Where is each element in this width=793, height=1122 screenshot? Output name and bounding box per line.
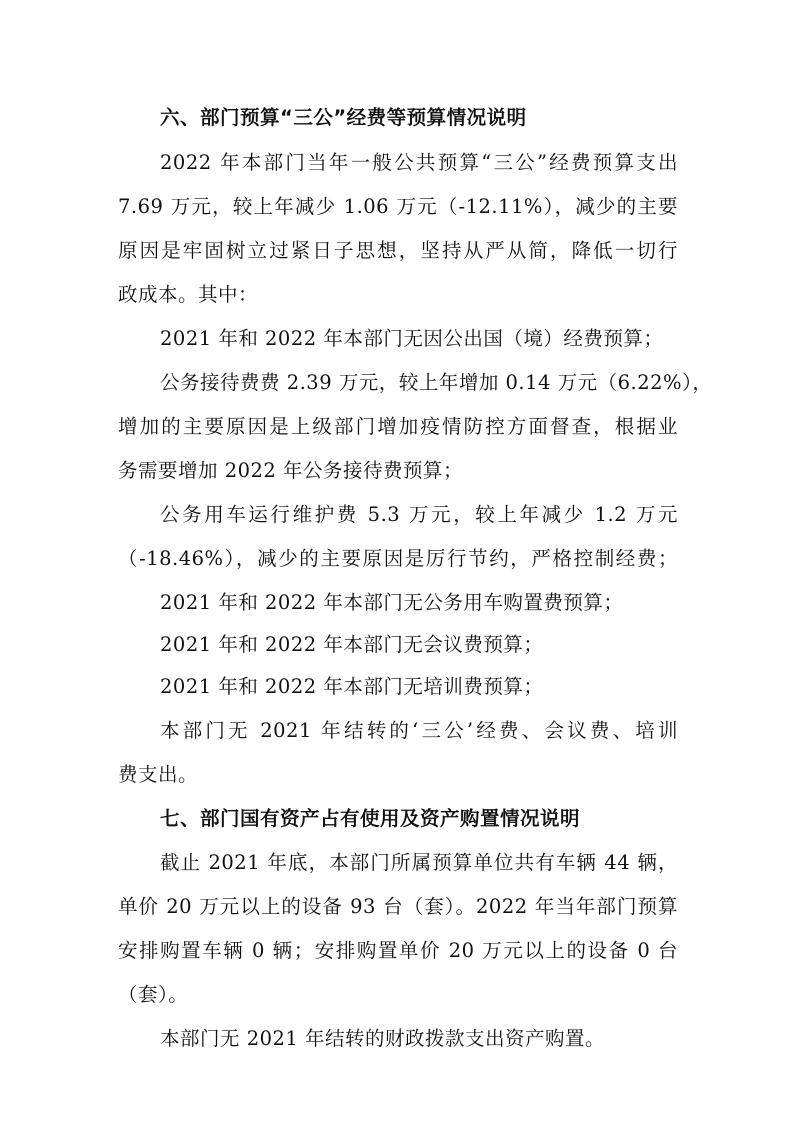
section-6-heading: 六、部门预算“三公”经费等预算情况说明	[160, 106, 527, 129]
section-6-paragraph-7: 2021 年和 2022 年本部门无培训费预算；	[160, 675, 544, 698]
section-6-paragraph-8-line-1: 本部门无 2021 年结转的‘三公’经费、会议费、培训	[160, 719, 678, 742]
section-6-paragraph-4-line-2: （-18.46%），减少的主要原因是厉行节约，严格控制经费；	[118, 547, 678, 570]
section-6-paragraph-3-line-3: 务需要增加 2022 年公务接待费预算；	[118, 459, 464, 482]
section-6-paragraph-1-line-1: 2022 年本部门当年一般公共预算“三公”经费预算支出	[160, 151, 678, 174]
section-6-paragraph-5: 2021 年和 2022 年本部门无公务用车购置费预算；	[160, 591, 624, 614]
section-6-paragraph-2: 2021 年和 2022 年本部门无因公出国（境）经费预算；	[160, 327, 664, 350]
section-7-heading: 七、部门国有资产占有使用及资产购置情况说明	[160, 807, 581, 830]
section-7-paragraph-1-line-4: （套）。	[118, 983, 189, 1006]
section-6-paragraph-3-line-1: 公务接待费费 2.39 万元，较上年增加 0.14 万元（6.22%），	[160, 371, 713, 394]
section-7-paragraph-2: 本部门无 2021 年结转的财政拨款支出资产购置。	[160, 1027, 606, 1050]
section-6-paragraph-1-line-4: 政成本。其中：	[118, 283, 259, 306]
section-7-paragraph-1-line-3: 安排购置车辆 0 辆；安排购置单价 20 万元以上的设备 0 台	[118, 939, 678, 962]
section-7-paragraph-1-line-1: 截止 2021 年底，本部门所属预算单位共有车辆 44 辆，	[160, 851, 678, 874]
section-7-paragraph-1-line-2: 单价 20 万元以上的设备 93 台（套）。2022 年当年部门预算	[118, 895, 678, 918]
section-6-paragraph-1-line-3: 原因是牢固树立过紧日子思想，坚持从严从简，降低一切行	[118, 239, 678, 262]
section-6-paragraph-6: 2021 年和 2022 年本部门无会议费预算；	[160, 633, 544, 656]
section-6-paragraph-8-line-2: 费支出。	[118, 763, 199, 786]
section-6-paragraph-4-line-1: 公务用车运行维护费 5.3 万元，较上年减少 1.2 万元	[160, 503, 678, 526]
section-6-paragraph-3-line-2: 增加的主要原因是上级部门增加疫情防控方面督查，根据业	[118, 415, 678, 438]
section-6-paragraph-1-line-2: 7.69 万元，较上年减少 1.06 万元（-12.11%），减少的主要	[118, 195, 678, 218]
